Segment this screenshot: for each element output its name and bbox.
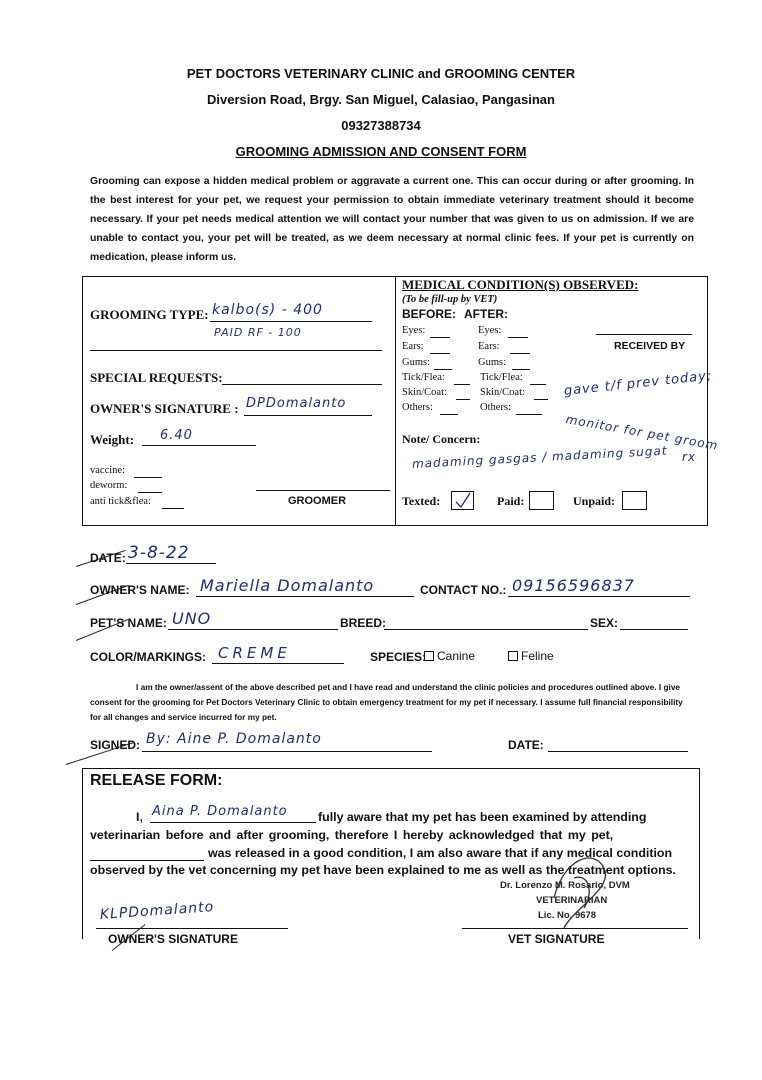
vet-signature-scribble: [534, 838, 624, 938]
vet-sig-line[interactable]: [462, 928, 688, 929]
before-ears: Ears:: [402, 341, 424, 352]
paid-checkbox[interactable]: [529, 491, 554, 510]
before-others-field[interactable]: [440, 414, 458, 415]
vaccine-label: vaccine:: [90, 465, 125, 476]
contact-value[interactable]: 09156596837: [512, 576, 635, 595]
stamp-lic: Lic. No. 9678: [538, 910, 597, 921]
after-gums: Gums:: [478, 357, 507, 368]
breed-field[interactable]: [384, 629, 588, 630]
box-divider: [395, 276, 396, 525]
vet-sig-label: VET SIGNATURE: [508, 932, 605, 946]
date-line: [126, 563, 216, 564]
signed-date-label: DATE:: [508, 738, 544, 752]
before-skin: Skin/Coat:: [402, 387, 447, 398]
stamp-name: Dr. Lorenzo M. Rosario, DVM: [500, 880, 630, 891]
feline-checkbox[interactable]: [508, 651, 518, 661]
before-eyes: Eyes:: [402, 325, 426, 336]
release-line4: observed by the vet concerning my pet have been explained to me as well as the treatment options.: [90, 863, 676, 877]
breed-label: BREED:: [340, 616, 387, 630]
special-requests-field[interactable]: [222, 384, 382, 385]
pet-name-value[interactable]: UNO: [172, 609, 212, 628]
pet-name-label: PET'S NAME:: [90, 616, 167, 630]
side-note-3: rx: [682, 450, 697, 464]
release-line1-rest: fully aware that my pet has been examined by attending: [318, 810, 647, 824]
medical-subtitle: (To be fill-up by VET): [402, 294, 498, 305]
grooming-type-label: GROOMING TYPE:: [90, 307, 209, 322]
before-tick: Tick/Flea:: [402, 372, 445, 383]
owner-signature-value[interactable]: DPDomalanto: [246, 396, 347, 411]
before-gums-field[interactable]: [434, 369, 452, 370]
signed-label: SIGNED:: [90, 738, 141, 752]
signed-date-field[interactable]: [548, 751, 688, 752]
signed-line: [142, 751, 432, 752]
special-requests-label: SPECIAL REQUESTS:: [90, 370, 223, 385]
texted-checkbox[interactable]: [451, 491, 474, 510]
vaccine-field[interactable]: [134, 477, 162, 478]
weight-label: Weight:: [90, 432, 135, 447]
anti-tick-label: anti tick&flea:: [90, 496, 151, 507]
groomer-label: GROOMER: [288, 495, 347, 507]
grooming-type-note: PAID RF - 100: [214, 326, 302, 339]
after-label: AFTER:: [464, 307, 508, 321]
owner-name-label: OWNER'S NAME:: [90, 583, 190, 597]
deworm-field[interactable]: [138, 492, 162, 493]
unpaid-label: Unpaid:: [573, 494, 616, 508]
grooming-type-line: [210, 321, 372, 322]
after-others-field[interactable]: [516, 414, 542, 415]
before-skin-field[interactable]: [456, 399, 470, 400]
date-label: DATE:: [90, 551, 126, 565]
after-tick: Tick/Flea:: [480, 372, 523, 383]
contact-line: [508, 596, 690, 597]
contact-label: CONTACT NO.:: [420, 583, 507, 597]
weight-line: [142, 445, 256, 446]
release-name-value[interactable]: Aina P. Domalanto: [152, 804, 288, 819]
unpaid-checkbox[interactable]: [622, 491, 647, 510]
weight-value[interactable]: 6.40: [160, 428, 193, 443]
form-title: GROOMING ADMISSION AND CONSENT FORM: [235, 144, 527, 159]
received-by-line[interactable]: [596, 334, 692, 335]
clinic-name: PET DOCTORS VETERINARY CLINIC and GROOMING CENTER: [186, 66, 576, 81]
release-owner-sig-line: [96, 928, 288, 929]
after-eyes-field[interactable]: [508, 337, 528, 338]
release-line1-prefix: I,: [136, 810, 143, 824]
before-gums: Gums:: [402, 357, 431, 368]
before-eyes-field[interactable]: [430, 337, 450, 338]
note-value[interactable]: madaming gasgas / madaming sugat: [411, 443, 668, 471]
before-label: BEFORE:: [402, 307, 456, 321]
side-note-1: gave t/f prev today;: [563, 368, 713, 399]
intro-paragraph: Grooming can expose a hidden medical problem or aggravate a current one. This can occur during or after grooming. In the best interest for your pet, we request your permission to obtain immediate veterinary treatment should it become necessary. If your pet needs medical attention we will contact your number that was given to us on admission. If we are unable to contact you, your pet will be treated, as we deem necessary at normal clinic fees. If your pet is currently on medication, please inform us.: [90, 176, 694, 263]
before-tick-field[interactable]: [454, 384, 470, 385]
medical-title: MEDICAL CONDITION(S) OBSERVED:: [402, 277, 639, 292]
signed-value[interactable]: By: Aine P. Domalanto: [146, 731, 322, 747]
release-owner-sig-value[interactable]: KLPDomalanto: [99, 899, 215, 923]
after-tick-field[interactable]: [530, 384, 546, 385]
release-pet-field[interactable]: [90, 860, 204, 861]
anti-tick-field[interactable]: [162, 508, 184, 509]
owner-signature-label: OWNER'S SIGNATURE :: [90, 401, 239, 416]
release-line2: veterinarian before and after grooming, therefore I hereby acknowledged that my pet,: [90, 828, 614, 842]
consent-paragraph: I am the owner/assent of the above described pet and I have read and understand the clinic policies and procedures outlined above. I give consent for the grooming for Pet Doctors Veterinary Clinic to obtain emergency treatment for my pet if necessary. I assume full financial responsibility for all changes and service incurred for my pet.: [90, 682, 683, 722]
release-owner-sig-label: OWNER'S SIGNATURE: [108, 932, 238, 946]
release-title: RELEASE FORM:: [90, 772, 223, 789]
texted-label: Texted:: [402, 494, 441, 508]
feline-label: Feline: [521, 649, 554, 663]
before-others: Others:: [402, 402, 433, 413]
grooming-extra-line: [90, 350, 382, 351]
note-label: Note/ Concern:: [402, 432, 481, 446]
canine-label: Canine: [437, 649, 476, 663]
color-label: COLOR/MARKINGS:: [90, 650, 206, 664]
grooming-type-value[interactable]: kalbo(s) - 400: [212, 302, 323, 318]
stamp-title: VETERINARIAN: [536, 895, 608, 906]
color-line: [212, 663, 344, 664]
canine-checkbox[interactable]: [424, 651, 434, 661]
owner-signature-line: [244, 415, 372, 416]
groomer-line[interactable]: [256, 490, 390, 491]
pet-name-line: [168, 629, 338, 630]
after-ears: Ears:: [478, 341, 500, 352]
owner-name-value[interactable]: Mariella Domalanto: [200, 576, 375, 595]
after-gums-field[interactable]: [512, 369, 530, 370]
side-note-2: monitor for pet groom: [564, 412, 720, 453]
release-name-line: [150, 822, 316, 823]
sex-label: SEX:: [590, 616, 619, 630]
clinic-phone: 09327388734: [341, 118, 421, 133]
sex-field[interactable]: [620, 629, 688, 630]
clinic-address: Diversion Road, Brgy. San Miguel, Calasiao, Pangasinan: [207, 92, 555, 107]
after-ears-field[interactable]: [510, 353, 530, 354]
color-value[interactable]: CREME: [218, 644, 291, 662]
release-line3: was released in a good condition, I am also aware that if any medical condition: [208, 846, 673, 860]
before-ears-field[interactable]: [430, 353, 450, 354]
after-skin: Skin/Coat:: [480, 387, 525, 398]
after-eyes: Eyes:: [478, 325, 502, 336]
species-label: SPECIES:: [370, 650, 427, 664]
date-value[interactable]: 3-8-22: [128, 543, 190, 563]
after-others: Others:: [480, 402, 511, 413]
deworm-label: deworm:: [90, 480, 128, 491]
owner-name-line: [196, 596, 414, 597]
paid-label: Paid:: [497, 494, 525, 508]
after-skin-field[interactable]: [534, 399, 548, 400]
received-by-label: RECEIVED BY: [614, 340, 686, 352]
